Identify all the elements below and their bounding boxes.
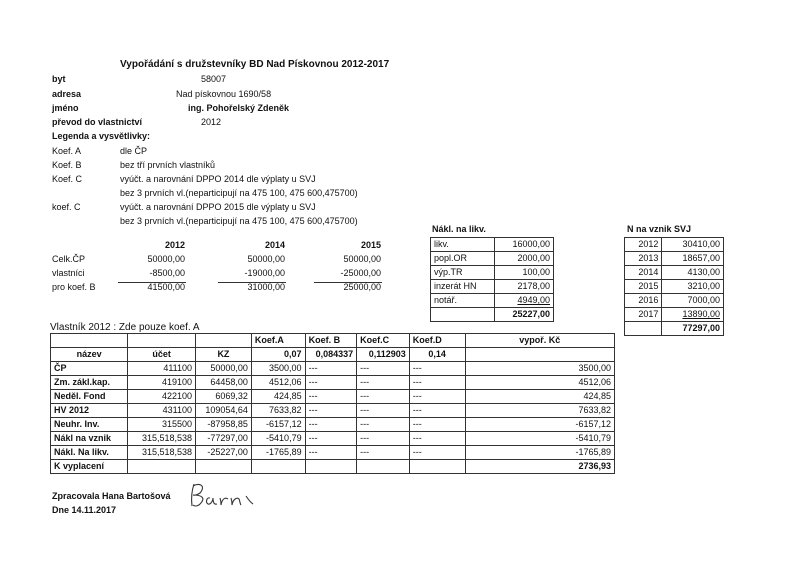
table-row <box>51 446 615 460</box>
svj-year: 2017 <box>625 308 662 322</box>
likv-row <box>431 294 554 308</box>
row-koef-d: --- <box>409 390 465 404</box>
svj-total-row <box>625 322 724 336</box>
row-koef-b: --- <box>305 432 357 446</box>
row-ucet: 419100 <box>128 376 196 390</box>
row-koef-d: --- <box>409 376 465 390</box>
row-ucet: 315,518,538 <box>128 432 196 446</box>
row-kz: 64458,00 <box>196 376 252 390</box>
svj-row <box>625 252 724 266</box>
svj-title: N na vznik SVJ <box>627 224 692 234</box>
years-cell: 50000,00 <box>247 254 285 264</box>
row-kz: -77297,00 <box>196 432 252 446</box>
row-koef-b: --- <box>305 376 357 390</box>
row-koef-c: --- <box>357 418 410 432</box>
years-row-label: Celk.ČP <box>52 254 86 264</box>
info-label-jmeno: jméno <box>52 103 79 113</box>
svj-year: 2013 <box>625 252 662 266</box>
svj-value: 30410,00 <box>662 238 724 252</box>
likv-value: 2178,00 <box>495 280 554 294</box>
row-koef-c: --- <box>357 362 410 376</box>
row-koef-b: --- <box>305 418 357 432</box>
year-header: 2014 <box>264 240 285 250</box>
row-name: Neuhr. Inv. <box>51 418 128 432</box>
total-row <box>51 460 615 474</box>
koef-a-header: Koef.A <box>251 334 305 348</box>
svj-year: 2016 <box>625 294 662 308</box>
ucet-header: účet <box>128 348 196 362</box>
vypor-header: vypoř. Kč <box>465 334 614 348</box>
likv-row <box>431 252 554 266</box>
row-name: ČP <box>51 362 128 376</box>
likv-value: 100,00 <box>495 266 554 280</box>
svj-row <box>625 294 724 308</box>
prepared-by: Zpracovala Hana Bartošová <box>52 491 171 501</box>
years-row-label: pro koef. B <box>52 282 96 292</box>
koef-a-value: 0,07 <box>251 348 305 362</box>
info-label-byt: byt <box>52 74 66 84</box>
document-title: Vypořádání s družstevníky BD Nad Pískovnou 2012-2017 <box>120 59 390 70</box>
row-vypor: -6157,12 <box>465 418 614 432</box>
table-row <box>51 376 615 390</box>
table-row <box>51 390 615 404</box>
row-koef-a: 424,85 <box>251 390 305 404</box>
info-value-adresa: Nad pískovnou 1690/58 <box>176 89 272 99</box>
year-header: 2015 <box>360 240 381 250</box>
row-koef-d: --- <box>409 418 465 432</box>
svj-value: 7000,00 <box>662 294 724 308</box>
row-koef-b: --- <box>305 390 357 404</box>
legend-key: koef. C <box>52 202 81 212</box>
row-koef-c: --- <box>357 446 410 460</box>
likv-row <box>431 280 554 294</box>
legend-text: bez tří prvních vlastníků <box>120 160 216 170</box>
koef-c-value: 0,112903 <box>357 348 410 362</box>
row-kz: 109054,64 <box>196 404 252 418</box>
table-row <box>51 432 615 446</box>
legend-text: vyúčt. a narovnání DPPO 2015 dle výplaty u SVJ <box>120 202 316 212</box>
row-name: Neděl. Fond <box>51 390 128 404</box>
row-vypor: 3500,00 <box>465 362 614 376</box>
legend-text: dle ČP <box>120 146 148 156</box>
row-kz: 50000,00 <box>196 362 252 376</box>
table-row <box>51 362 615 376</box>
row-koef-a: -1765,89 <box>251 446 305 460</box>
svj-value: 3210,00 <box>662 280 724 294</box>
row-kz: 6069,32 <box>196 390 252 404</box>
row-koef-c: --- <box>357 390 410 404</box>
svj-row <box>625 266 724 280</box>
likv-label: popl.OR <box>431 252 495 266</box>
years-cell: -25000,00 <box>340 268 381 278</box>
row-koef-a: -6157,12 <box>251 418 305 432</box>
svj-row <box>625 238 724 252</box>
row-koef-a: 7633,82 <box>251 404 305 418</box>
koef-b-value: 0,084337 <box>305 348 357 362</box>
svj-row <box>625 280 724 294</box>
years-row-label: vlastníci <box>52 268 85 278</box>
svj-year: 2012 <box>625 238 662 252</box>
info-value-prevod: 2012 <box>201 117 222 127</box>
main-caption: Vlastník 2012 : Zde pouze koef. A <box>50 322 200 333</box>
main-table <box>50 333 615 474</box>
row-vypor: -1765,89 <box>465 446 614 460</box>
row-koef-c: --- <box>357 376 410 390</box>
koef-header-row <box>51 334 615 348</box>
row-ucet: 315,518,538 <box>128 446 196 460</box>
koef-d-value: 0,14 <box>409 348 465 362</box>
row-koef-a: 3500,00 <box>251 362 305 376</box>
document-date: Dne 14.11.2017 <box>52 505 117 515</box>
row-ucet: 411100 <box>128 362 196 376</box>
years-cell: 41500,00 <box>147 282 185 292</box>
year-header: 2012 <box>164 240 185 250</box>
likv-value: 4949,00 <box>495 294 554 308</box>
legend-key: Koef. C <box>52 174 83 184</box>
legend-key: Koef. A <box>52 146 82 156</box>
legend-title: Legenda a vysvětlivky: <box>52 131 151 141</box>
years-cell: 25000,00 <box>343 282 381 292</box>
likv-total: 25227,00 <box>495 308 554 322</box>
row-ucet: 422100 <box>128 390 196 404</box>
likv-label: výp.TR <box>431 266 495 280</box>
svj-total: 77297,00 <box>662 322 724 336</box>
years-cell: -8500,00 <box>149 268 185 278</box>
kz-header: KZ <box>196 348 252 362</box>
likv-label: notář. <box>431 294 495 308</box>
svj-year: 2015 <box>625 280 662 294</box>
total-label: K vyplacení <box>51 460 128 474</box>
row-koef-d: --- <box>409 404 465 418</box>
info-value-jmeno: ing. Pohořelský Zdeněk <box>188 103 290 113</box>
likv-label: likv. <box>431 238 495 252</box>
row-name: Nákl na vznik <box>51 432 128 446</box>
row-vypor: 7633,82 <box>465 404 614 418</box>
row-kz: -87958,85 <box>196 418 252 432</box>
row-vypor: 4512,06 <box>465 376 614 390</box>
koef-d-header: Koef.D <box>409 334 465 348</box>
row-ucet: 431100 <box>128 404 196 418</box>
row-kz: -25227,00 <box>196 446 252 460</box>
row-koef-c: --- <box>357 404 410 418</box>
svj-table <box>624 237 724 336</box>
row-koef-c: --- <box>357 432 410 446</box>
info-label-adresa: adresa <box>52 89 82 99</box>
row-vypor: -5410,79 <box>465 432 614 446</box>
svj-row <box>625 308 724 322</box>
years-cell: 31000,00 <box>247 282 285 292</box>
row-koef-a: 4512,06 <box>251 376 305 390</box>
column-header-row <box>51 348 615 362</box>
row-koef-b: --- <box>305 446 357 460</box>
row-koef-a: -5410,79 <box>251 432 305 446</box>
svj-value: 13890,00 <box>662 308 724 322</box>
row-vypor: 424,85 <box>465 390 614 404</box>
row-koef-d: --- <box>409 362 465 376</box>
years-cell: 50000,00 <box>147 254 185 264</box>
likv-value: 16000,00 <box>495 238 554 252</box>
info-label-prevod: převod do vlastnictví <box>52 117 143 127</box>
row-koef-d: --- <box>409 432 465 446</box>
years-cell: -19000,00 <box>244 268 285 278</box>
row-koef-b: --- <box>305 404 357 418</box>
koef-c-header: Koef.C <box>357 334 410 348</box>
info-value-byt: 58007 <box>201 74 227 84</box>
koef-b-header: Koef. B <box>305 334 357 348</box>
legend-key: Koef. B <box>52 160 82 170</box>
years-cell: 50000,00 <box>343 254 381 264</box>
row-name: Zm. zákl.kap. <box>51 376 128 390</box>
likv-total-row <box>431 308 554 322</box>
svj-value: 18657,00 <box>662 252 724 266</box>
likv-row <box>431 238 554 252</box>
row-koef-d: --- <box>409 446 465 460</box>
likv-value: 2000,00 <box>495 252 554 266</box>
svj-year: 2014 <box>625 266 662 280</box>
row-name: Nákl. Na likv. <box>51 446 128 460</box>
svj-value: 4130,00 <box>662 266 724 280</box>
nazev-header: název <box>51 348 128 362</box>
signature <box>186 480 266 510</box>
table-row <box>51 404 615 418</box>
row-koef-b: --- <box>305 362 357 376</box>
legend-text: bez 3 prvních vl.(neparticipují na 475 100, 475 600,475700) <box>120 216 358 226</box>
legend-text: vyúčt. a narovnání DPPO 2014 dle výplaty u SVJ <box>120 174 316 184</box>
total-value: 2736,93 <box>465 460 614 474</box>
table-row <box>51 418 615 432</box>
likv-label: inzerát HN <box>431 280 495 294</box>
legend-text: bez 3 prvních vl.(neparticipují na 475 100, 475 600,475700) <box>120 188 358 198</box>
row-ucet: 315500 <box>128 418 196 432</box>
row-name: HV 2012 <box>51 404 128 418</box>
likv-table <box>430 237 554 322</box>
likv-title: Nákl. na likv. <box>432 224 486 234</box>
likv-row <box>431 266 554 280</box>
